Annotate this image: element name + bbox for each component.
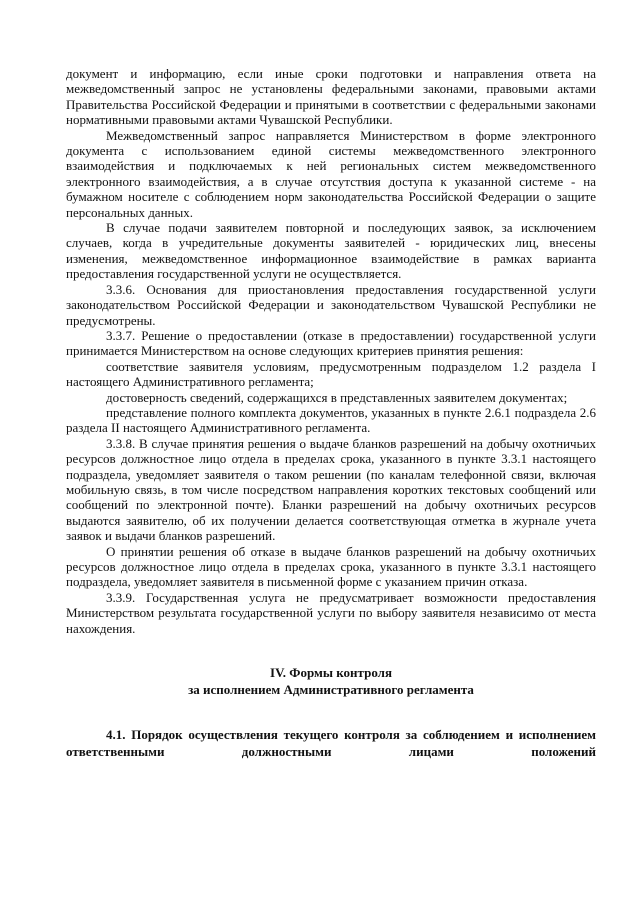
- paragraph-continuation: документ и информацию, если иные сроки подготовки и направления ответа на межведомственный запрос не установлены федеральными законами, правовыми актами Правительства Российской Федерации и принятыми в соответствии с федеральными законами нормативными правовыми актами Чувашской Республики.: [66, 66, 596, 128]
- document-page: [66, 66, 596, 760]
- paragraph-interagency-request: Межведомственный запрос направляется Министерством в форме электронного документа с использованием единой системы межведомственного электронного взаимодействия и подключаемых к ней региональных систем межведомственного электронного взаимодействия, а в случае отсутствия доступа к указанной системе - на бумажном носителе с соблюдением норм законодательства Российской Федерации о защите персональных данных.: [66, 127, 596, 220]
- criterion-reliability: достоверность сведений, содержащихся в представленных заявителем документах;: [106, 389, 568, 405]
- paragraph-repeat-application: В случае подачи заявителем повторной и последующих заявок, за исключением случаев, когда в учредительные документы заявителей - юридических лиц, внесены изменения, межведомственное информационное взаимодействие в рамках варианта предоставления государственной услуги не осуществляется.: [66, 220, 596, 282]
- paragraph-3-3-9: 3.3.9. Государственная услуга не предусматривает возможности предоставления Министерством результата государственной услуги по выбору заявителя независимо от места нахождения.: [66, 589, 596, 636]
- paragraph-3-3-8: 3.3.8. В случае принятия решения о выдаче бланков разрешений на добычу охотничьих ресурсов должностное лицо отдела в пределах срока, указанного в пункте 3.3.1 настоящего подраздела, уведомляет заявителя о таком решении (по каналам телефонной связи, включая мобильную связь, в том числе посредством направления коротких текстовых сообщений или сообщений по электронной почте). Бланки разрешений на добычу охотничьих ресурсов выдаются заявителю, об их получении делается соответствующая отметка в журнале учета заявок и выдачи бланков разрешений.: [66, 435, 596, 544]
- criterion-compliance: соответствие заявителя условиям, предусмотренным подразделом 1.2 раздела I настоящего Административного регламента;: [66, 358, 596, 390]
- paragraph-refusal: О принятии решения об отказе в выдаче бланков разрешений на добычу охотничьих ресурсов должностное лицо отдела в пределах срока, указанного в пункте 3.3.1 настоящего подраздела, уведомляет заявителя в письменной форме с указанием причин отказа.: [66, 543, 596, 590]
- section-heading-iv: [66, 664, 596, 698]
- paragraph-3-3-6: 3.3.6. Основания для приостановления предоставления государственной услуги законодательством Российской Федерации и законодательством Чувашской Республики не предусмотрены.: [66, 281, 596, 328]
- section-heading-line1: IV. Формы контроля: [270, 665, 392, 681]
- criterion-completeness: представление полного комплекта документов, указанных в пункте 2.6.1 подраздела 2.6 раздела II настоящего Административного регламента.: [66, 404, 596, 436]
- section-heading-line2: за исполнением Административного регламента: [188, 682, 474, 698]
- paragraph-3-3-7: 3.3.7. Решение о предоставлении (отказе в предоставлении) государственной услуги принимается Министерством на основе следующих критериев принятия решения:: [66, 327, 596, 359]
- subsection-heading-4-1: 4.1. Порядок осуществления текущего контроля за соблюдением и исполнением ответственными должностными лицами положений: [66, 727, 596, 760]
